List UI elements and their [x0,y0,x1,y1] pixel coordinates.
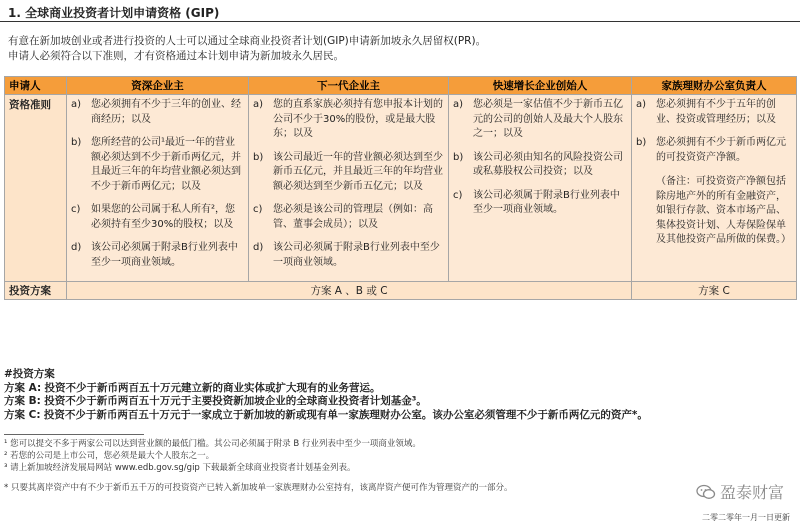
item-text: 您所经营的公司¹最近一年的营业额必须达到不少于新币两亿元，并且最近三年的年均营业额必须达到不少于新币两亿元；以及 [91,137,241,192]
item-letter: a) [253,99,264,110]
criteria-fast-growth-founder [449,95,632,282]
item-text: 该公司必须属于附录B行业列表中至少一项商业领域。 [473,189,620,215]
item-letter: b) [636,137,647,148]
item-text: 您必须拥有不少于新币两亿元的可投资资产净额。 [656,137,786,163]
list-item [71,98,244,127]
item-letter: a) [636,99,647,110]
item-text: 您的直系家族必须持有您申报本计划的公司不少于30%的股份，或是最大股东；以及 [273,99,443,139]
list-item [636,136,792,165]
plan-label: 投资方案 [5,282,67,300]
item-letter: b) [71,137,82,148]
plan-text-c: 投资不少于新币两百五十万元于一家成立于新加坡的新或现有单一家族理财办公室。该办公室必须管理不少于新币两亿元的资产*。 [43,408,648,421]
plan-label-b: 方案 B: [4,395,41,407]
asset-note: （备注：可投资资产净额包括除房地产外的所有金融资产，如银行存款、资本市场产品、集体投资计划、人寿保险保单及其他投资产品所做的保费。） [656,176,791,245]
footnote-3: ³ 请上新加坡经济发展局网站 www.edb.gov.sg/gip 下载最新全球商业投资者计划基金列表。 [4,463,356,473]
header-applicant: 申请人 [5,77,67,95]
criteria-label: 资格准则 [5,95,67,282]
header-fast-growth-founder: 快速增长企业创始人 [449,77,632,95]
item-letter: a) [71,99,82,110]
item-text: 您必须拥有不少于三年的创业、经商经历；以及 [91,99,241,125]
plan-row [5,282,797,300]
intro-line-2: 申请人必须符合以下准则，才有资格通过本计划申请为新加坡永久居民。 [8,50,344,62]
item-text: 该公司必须属于附录B行业列表中至少一项商业领域。 [273,242,440,268]
item-text: 您必须是该公司的管理层（例如：高管、董事会成员）；以及 [273,204,433,230]
footnote-divider [4,434,144,435]
list-item [453,151,627,180]
item-letter: d) [71,242,82,253]
item-text: 该公司必须由知名的风险投资公司或私募股权公司投资；以及 [473,151,623,177]
list-item [636,98,792,127]
list-item [71,241,244,270]
plans-heading: #投资方案 [4,368,55,380]
item-letter: b) [253,151,264,163]
item-text: 该公司必须属于附录B行业列表中至少一项商业领域。 [91,242,238,268]
header-senior-owner: 资深企业主 [67,77,249,95]
plan-text-a: 投资不少于新币两百五十万元建立新的商业实体或扩大现有的业务营运。 [44,381,381,394]
item-text: 您必须拥有不少于五年的创业、投资或管理经历；以及 [656,99,776,125]
table-header-row [5,77,797,95]
item-letter: c) [453,189,463,201]
list-item [453,189,627,218]
list-item [71,203,244,232]
header-next-gen-owner: 下一代企业主 [249,77,449,95]
watermark-text: 盈泰财富 [719,483,784,502]
item-text: 该公司最近一年的营业额必须达到至少新币五亿元，并且最近三年的年均营业额必须达到至少新币五亿元；以及 [273,151,443,192]
footnote-1: ¹ 您可以提交不多于两家公司以达到营业额的最低门槛。其公司必须属于附录 B 行业列表中至少一项商业领域。 [4,439,421,449]
list-item [71,136,244,194]
intro-line-1: 有意在新加坡创业或者进行投资的人士可以通过全球商业投资者计划(GIP)申请新加坡永久居留权(PR)。 [8,35,487,47]
item-text: 您必须是一家估值不少于新币五亿元的公司的创始人及最大个人股东之一；以及 [473,99,623,139]
criteria-row [5,95,797,282]
footnote-star: * 只要其离岸资产中有不少于新币五千万的可投资资产已转入新加坡单一家族理财办公室持有，该离岸资产便可作为管理资产的一部分。 [4,483,513,493]
list-item [253,98,444,142]
heading-divider [0,21,800,22]
item-letter: a) [453,99,464,110]
section-heading: 1. 全球商业投资者计划申请资格 (GIP) [8,6,220,20]
plan-item [4,409,648,423]
criteria-family-office-head [632,95,797,282]
list-item [253,241,444,270]
plan-label-c: 方案 C: [4,408,41,421]
list-item [253,151,444,195]
plan-item [4,382,648,396]
item-letter: c) [71,204,81,215]
list-item [453,98,627,142]
watermark [696,480,784,503]
plan-label-a: 方案 A: [4,381,42,394]
item-letter: d) [253,242,264,253]
item-letter: c) [253,204,263,215]
criteria-senior-owner [67,95,249,282]
eligibility-table [4,76,797,300]
criteria-next-gen-owner [249,95,449,282]
header-family-office-head: 家族理财办公室负责人 [632,77,797,95]
item-letter: b) [453,151,464,163]
plan-text-b: 投资不少于新币两百五十万元于主要投资新加坡企业的全球商业投资者计划基金³。 [44,395,427,407]
investment-plans [4,368,648,422]
plan-item [4,395,648,409]
wechat-icon [696,484,716,500]
footnotes [4,438,512,494]
item-text: 如果您的公司属于私人所有²，您必须持有至少30%的股权；以及 [91,204,236,230]
list-item [253,203,444,232]
update-date: 二零二零年一月一日更新 [702,513,790,522]
plan-option-c: 方案 C [632,282,797,300]
plan-options-abc: 方案 A 、B 或 C [67,282,632,300]
footnote-2: ² 若您的公司是上市公司，您必须是最大个人股东之一。 [4,451,215,461]
intro-paragraph [8,34,788,64]
